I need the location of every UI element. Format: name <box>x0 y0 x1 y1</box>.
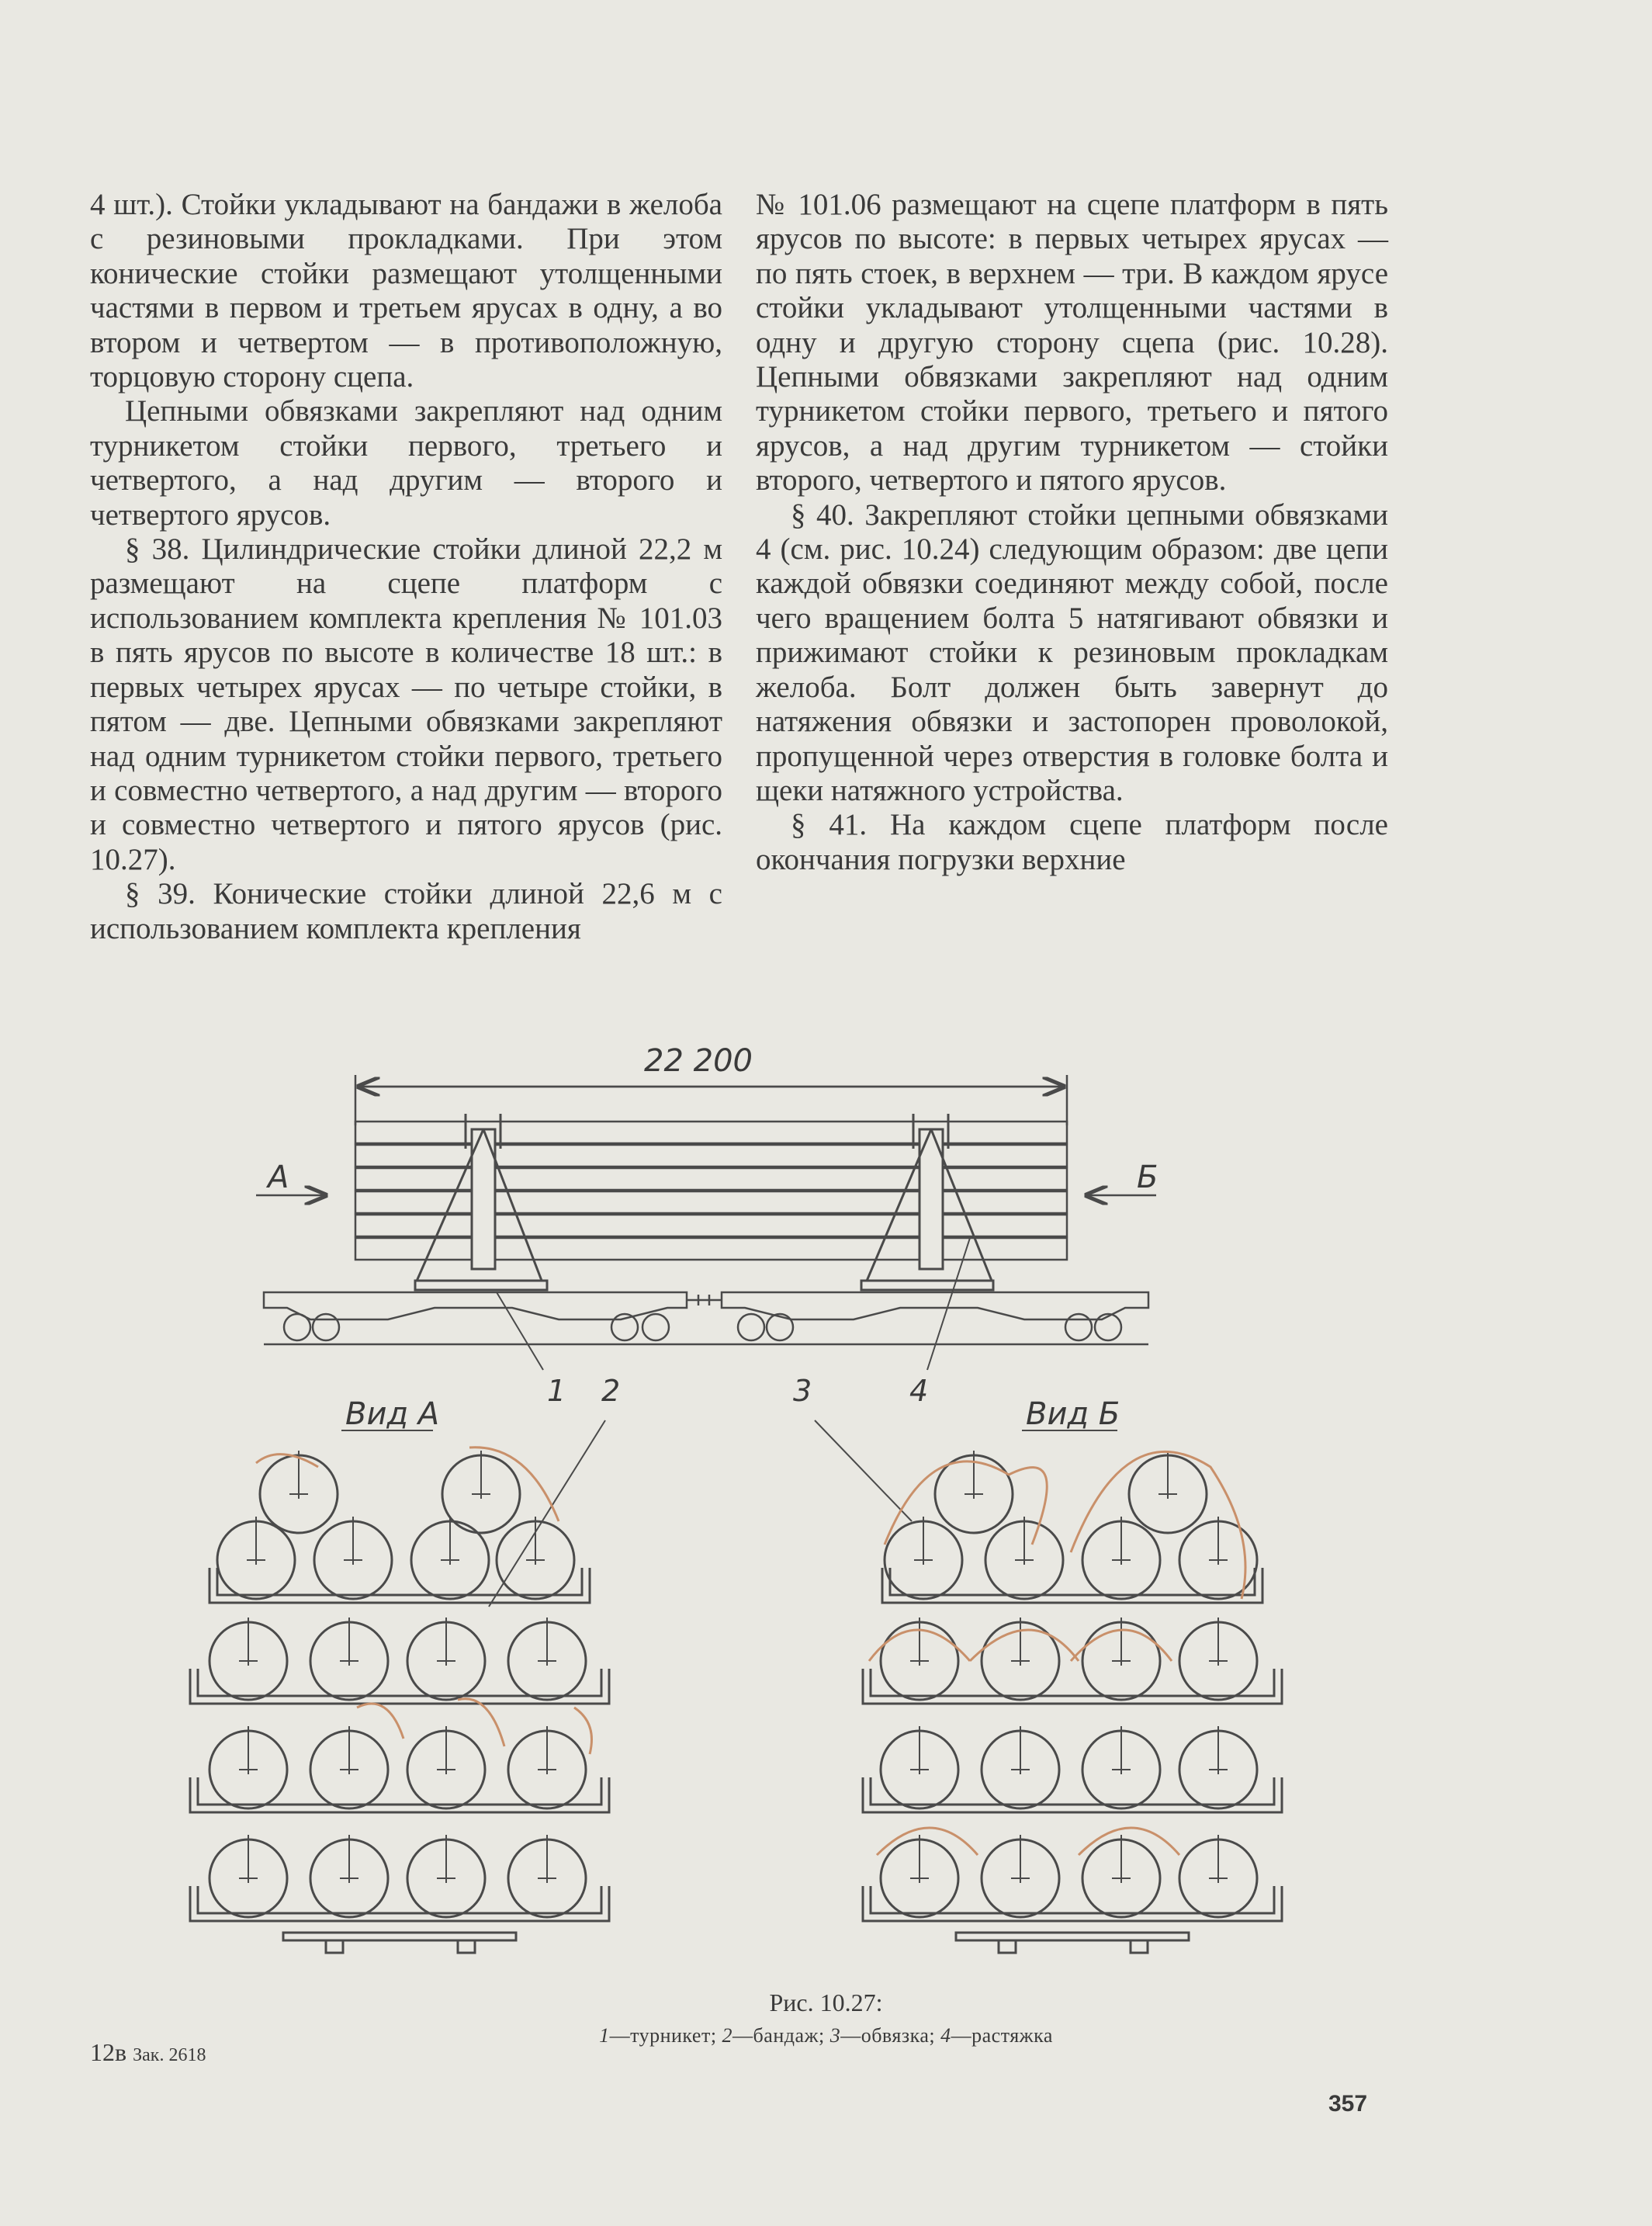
view-a-cross-section <box>190 1448 609 1953</box>
platform-lug <box>999 1940 1016 1953</box>
legend-label: турникет <box>630 2024 711 2047</box>
paragraph: § 41. На каждом сцепе платформ после окончания погрузки верхние <box>756 808 1388 876</box>
side-view-turnstiles <box>415 1114 993 1290</box>
chain-binding <box>458 1699 504 1746</box>
legend-label: обвязка <box>861 2024 930 2047</box>
legend-num: 1 <box>599 2024 610 2047</box>
arrow-b-label: Б <box>1137 1160 1158 1195</box>
legend-label: растяжка <box>971 2024 1053 2047</box>
arrow-a-label: А <box>268 1160 289 1195</box>
view-b-label: Вид Б <box>1026 1396 1120 1432</box>
flatcar-coupling <box>264 1292 1148 1344</box>
platform-base <box>283 1933 516 1940</box>
figure-10-27 <box>0 1009 1652 2018</box>
legend-label: бандаж <box>753 2024 819 2047</box>
paragraph: Цепными обвязками закрепляют над одним турникетом стойки первого, третьего и четвертого, а над другим — второго и четвертого ярусов. <box>90 394 722 532</box>
callout-2: 2 <box>601 1374 621 1408</box>
text-column-right <box>756 188 1388 877</box>
legend-num: 4 <box>940 2024 951 2047</box>
view-b-cross-section <box>863 1451 1282 1953</box>
chain-binding <box>469 1448 559 1521</box>
text-column-left <box>90 188 722 946</box>
chain-binding <box>970 1630 1079 1661</box>
platform-lug <box>458 1940 475 1953</box>
paragraph: № 101.06 размещают на сцепе платформ в пять ярусов по высоте: в первых четырех ярусах — по пять стоек, в верхнем — три. В каждом ярусе стойки укладывают утолщенными частями в одну и другую сторону сцепа (рис. 10.28). Цепными обвязками закрепляют над одним турникетом стойки первого, третьего и пятого ярусов, а над другим турникетом — стойки второго, четвертого и пятого ярусов. <box>756 188 1388 498</box>
chain-binding <box>574 1708 592 1754</box>
view-a-label: Вид А <box>345 1396 440 1432</box>
platform-base <box>956 1933 1189 1940</box>
legend-num: 3 <box>829 2024 841 2047</box>
side-view-poles <box>355 1122 1067 1260</box>
callout-1: 1 <box>547 1374 566 1408</box>
page-number: 357 <box>1328 2091 1368 2117</box>
figure-caption: Рис. 10.27: <box>769 1988 883 2016</box>
figure-legend: 1—турникет; 2—бандаж; 3—обвязка; 4—растяжка <box>599 2024 1053 2047</box>
platform-lug <box>326 1940 343 1953</box>
order-number: Зак. 2618 <box>133 2045 206 2065</box>
dimension-label: 22 200 <box>644 1043 753 1079</box>
paragraph: § 38. Цилиндрические стойки длиной 22,2 м размещают на сцепе платформ с использованием комплекта крепления № 101.03 в пять ярусов по высоте в количестве 18 шт.: в первых четырех ярусах — по четыре стойки, в пятом — две. Цепными обвязками закрепляют над одним турникетом стойки первого, третьего и совместно четвертого, а над другим — второго и совместно четвертого и пятого ярусов (рис. 10.27). <box>90 532 722 876</box>
platform-lug <box>1131 1940 1148 1953</box>
dimension-line <box>355 1075 1067 1125</box>
wheels <box>284 1314 1121 1340</box>
paragraph: § 39. Конические стойки длиной 22,6 м с использованием комплекта крепления <box>90 877 722 945</box>
chain-binding <box>1071 1451 1245 1599</box>
signature: 12в <box>90 2038 127 2066</box>
callout-4: 4 <box>909 1374 929 1408</box>
callout-3: 3 <box>793 1374 812 1408</box>
print-signature <box>90 2038 206 2067</box>
paragraph: § 40. Закрепляют стойки цепными обвязками 4 (см. рис. 10.24) следующим образом: две цепи каждой обвязки соединяют между собой, после чего вращением болта 5 натягивают обвязки и прижимают стойки к резиновым прокладкам желоба. Болт должен быть завернут до натяжения обвязки и застопорен проволокой, пропущенной через отверстия в головке болта и щеки натяжного устройства. <box>756 498 1388 807</box>
paragraph: 4 шт.). Стойки укладывают на бандажи в желоба с резиновыми прокладками. При этом конические стойки размещают утолщенными частями в первом и третьем ярусах в одну, а во втором и четвертом — в противоположную, торцовую сторону сцепа. <box>90 188 722 394</box>
legend-num: 2 <box>722 2024 733 2047</box>
